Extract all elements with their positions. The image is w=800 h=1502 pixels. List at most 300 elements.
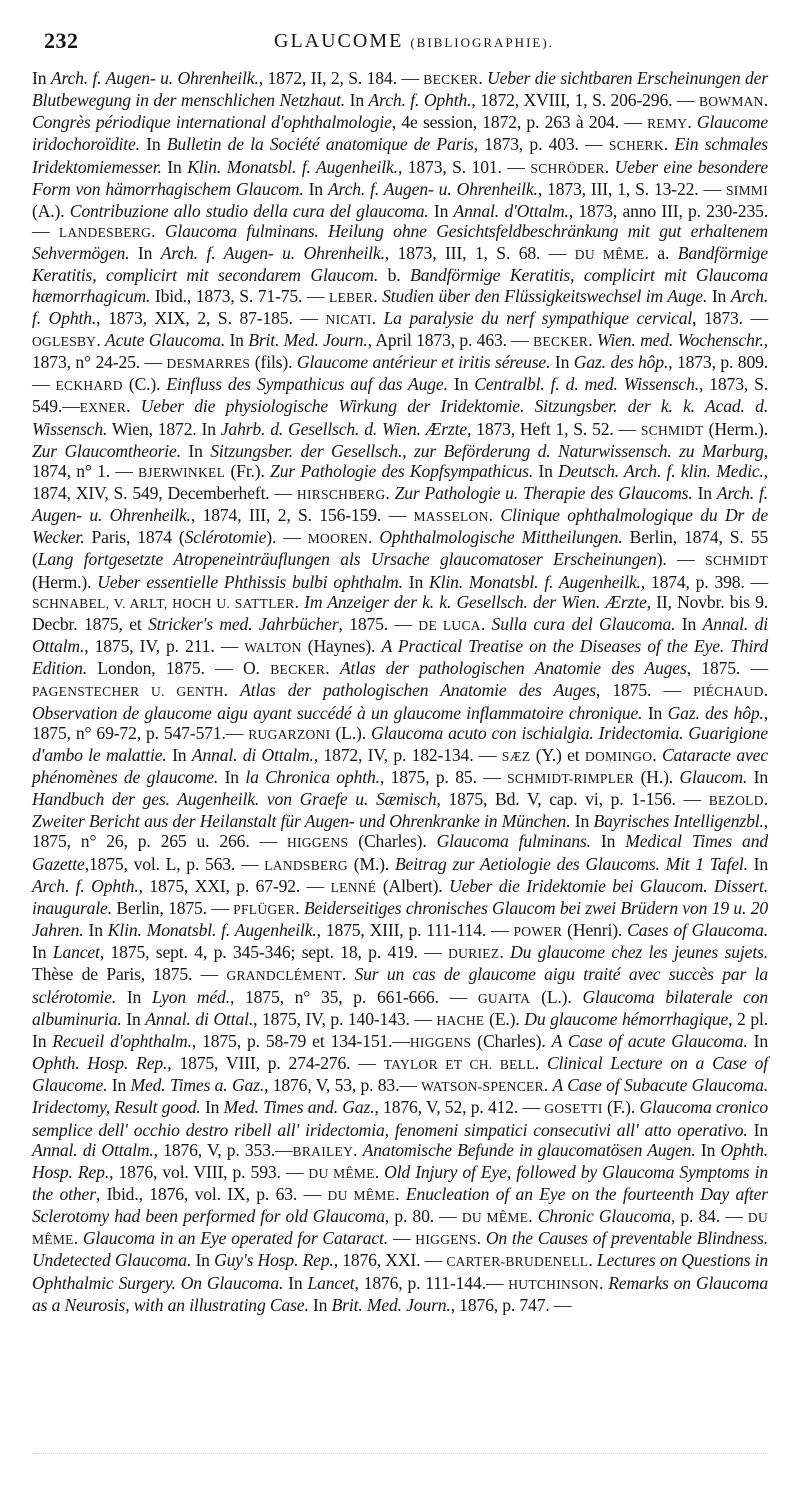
citation-text: . [480, 613, 492, 634]
author-name: LENNÉ [330, 879, 377, 895]
citation-text: . [604, 156, 615, 177]
citation-title: Bandförmige Keratitis, complicirt mit secondarem Glaucom. [32, 243, 768, 286]
citation-text: . [499, 942, 511, 963]
citation-title: Zweiter Bericht aus der Heilanstalt für Augen- und Ohrenkranke in München. [32, 811, 571, 832]
author-name: DOMINGO [584, 748, 653, 764]
citation-title: Du glaucome hémorrhagique [524, 1008, 729, 1029]
citation-text: , 1875, IV, p. 140-143. — [253, 1008, 437, 1029]
citation-text: In [83, 920, 108, 941]
citation-text: . [395, 1183, 406, 1204]
citation-text: In [570, 811, 594, 832]
citation-title: Ophthalmologische Mittheilungen. [379, 527, 623, 548]
citation-text: . [368, 527, 380, 548]
citation-text: , 1875, n° 35, p. 661-666. — [229, 986, 478, 1007]
citation-text: (Charles). [348, 831, 437, 852]
citation-text: (H.). [634, 767, 680, 787]
citation-title: Anatomische Befunde in glaucomatösen Augen. [362, 1139, 696, 1160]
citation-text: , 1875, n° 69-72, p. 547-571.— [32, 702, 769, 743]
citation-text: In [428, 200, 454, 221]
author-name: NICATI [325, 311, 372, 327]
citation-text: , 1875, IV, p. 211. — [84, 636, 245, 657]
author-name: SÆZ [501, 748, 531, 764]
citation-title: Ueber die Iridektomie bei Glaucom. Dissert. inaugurale. [32, 875, 768, 918]
author-name: LEBER [328, 289, 374, 305]
citation-text: . [588, 1250, 597, 1271]
running-header [44, 28, 756, 68]
citation-text: In [345, 90, 369, 111]
citation-title: Clinical Lecture on a Case of Glaucome. [32, 1053, 768, 1096]
author-name: HUTCHINSON [508, 1276, 599, 1292]
footer-bleedthrough-line [32, 1453, 768, 1456]
citation-text: In [107, 1075, 131, 1096]
citation-text: . [476, 1228, 486, 1249]
citation-text: , 1873, p. 403. — [473, 134, 609, 155]
citation-title: Klin. Monatsbl. f. Augenheilk. [187, 156, 398, 177]
author-name: DURIEZ [448, 946, 500, 962]
author-name: BECKER [270, 662, 326, 678]
citation-text: , 1875. — [595, 680, 694, 701]
citation-text: , 1876, V, 52, p. 412. — [374, 1097, 545, 1118]
citation-text: In [692, 482, 717, 503]
citation-text: In [550, 352, 574, 373]
author-name: DE LUCA [418, 617, 481, 633]
running-title-main: GLAUCOME [274, 30, 404, 52]
citation-text: (C.). [122, 374, 167, 395]
author-name: POWER [513, 924, 563, 940]
citation-text: (Haynes). [301, 636, 382, 657]
citation-title: Annal. d'Ottalm. [453, 200, 569, 221]
author-name: DU MÊME [32, 1210, 768, 1248]
citation-title: Beiderseitiges chronisches Glaucom bei zwei Brüdern von 19 u. 20 Jahren. [32, 897, 768, 941]
citation-text: In [129, 243, 161, 264]
citation-text: , 1876, vol. VIII, p. 593. — [109, 1161, 309, 1182]
citation-title: Ophth. Hosp. Rep. [32, 1139, 769, 1182]
citation-text: , 1875, Bd. V, cap. vi, p. 1-156. — [436, 789, 709, 810]
citation-title: Arch. f. Ophth. [32, 285, 769, 328]
citation-text: In [283, 1272, 308, 1293]
citation-text: (Albert). [376, 875, 450, 896]
citation-text: . [126, 396, 141, 417]
citation-text: , April 1873, p. 463. — [367, 329, 534, 350]
citation-text: , 1874, XIV, S. 549, Decemberheft. — [32, 460, 768, 503]
author-name: PFLÜGER [233, 901, 296, 917]
citation-text: , 1873. — [692, 307, 769, 328]
author-name: DU MÊME [574, 247, 645, 263]
citation-title: Beitrag zur Aetiologie des Glaucoms. Mit 1 Tafel. [394, 853, 748, 874]
author-name: WATSON-SPENCER [421, 1079, 544, 1095]
citation-text: In [32, 68, 51, 88]
citation-text: , 1873, anno III, p. 230-235. — [32, 200, 768, 242]
citation-title: Sitzungsber. der Gesellsch., zur Beförderung d. Naturwissensch. zu Marburg [210, 440, 764, 461]
citation-text: , p. 80. — [384, 1206, 462, 1227]
author-name: HIGGENS [409, 1034, 472, 1050]
citation-text: . [385, 482, 395, 503]
citation-text: . [663, 134, 675, 155]
author-name: BRAILEY [292, 1143, 354, 1159]
citation-text: In [695, 1139, 721, 1160]
author-name: DU MÊME [327, 1187, 396, 1203]
citation-title: Arch. f. Augen- u. Ohrenheilk. [327, 178, 538, 199]
author-name: BECKER [533, 333, 589, 349]
citation-title: Observation de glaucome aigu ayant succédé à un glaucome inflammatoire chronique. [32, 702, 643, 723]
citation-title: On the Causes of preventable Blindness. Undetected Glaucoma. [32, 1228, 768, 1271]
citation-text: ). — [266, 527, 308, 548]
citation-title: Cases of Glaucoma. [627, 920, 768, 941]
citation-title: Stricker's med. Jahrbücher [148, 613, 339, 634]
citation-text: . [96, 329, 106, 350]
citation-title: Glaucoma fulminans. Heilung ohne Gesichtsfeldbeschränkung mit gut erhaltenem Sehvermögen. [32, 221, 768, 264]
citation-text: . [652, 744, 662, 765]
citation-text: ). — [656, 549, 706, 570]
citation-title: A Case of Subacute Glaucoma. Iridectomy, Result good. [32, 1075, 768, 1118]
citation-title: Handbuch der ges. Augenheilk. von Graefe u. Sæmisch [32, 789, 437, 810]
citation-title: Lyon méd. [151, 986, 230, 1007]
citation-text: . [528, 1206, 538, 1227]
citation-text: , 1873, S. 101. — [397, 156, 531, 177]
citation-title: Ein schmales Iridektomiemesser. [32, 134, 769, 177]
citation-text: . [295, 897, 304, 918]
citation-title: Bayrisches Intelligenzbl. [593, 811, 764, 832]
citation-title: Glaucoma bilaterale con albuminuria. [32, 986, 768, 1029]
citation-title: Arch. f. Augen- u. Ohrenheilk. [50, 68, 259, 88]
author-name: EXNER [79, 400, 127, 416]
citation-title: Arch. f. Augen- u. Ohrenheilk. [160, 243, 385, 264]
citation-text: . [223, 680, 241, 701]
citation-text: In [747, 767, 769, 787]
citation-title: Arch. f. Augen- u. Ohrenheilk. [32, 482, 768, 526]
citation-text: — [388, 1228, 416, 1249]
citation-text: . a. [644, 243, 678, 264]
citation-title: Annal. di Ottalm. [32, 1139, 154, 1160]
citation-title: Ueber die sichtbaren Erscheinungen der Blutbewegung in der menschlichen Netzhaut. [32, 68, 769, 111]
citation-title: Annal. di Ottalm. [32, 613, 768, 657]
citation-title: Ueber essentielle Phthissis bulbi ophthalm. [97, 571, 403, 592]
citation-title: Studien über den Flüssigkeitswechsel im Auge. [382, 285, 708, 306]
citation-text: , 1873, Heft 1, S. 52. — [467, 418, 641, 439]
citation-title: Remarks on Glaucoma as a Neurosis, with an illustrating Case. [32, 1272, 768, 1315]
citation-text: . [151, 221, 165, 242]
citation-text: . [543, 1075, 553, 1096]
citation-text: (F.). [602, 1097, 640, 1118]
citation-title: Congrès périodique international d'ophthalmologie [32, 112, 392, 133]
citation-text [524, 396, 534, 416]
citation-title: Klin. Monatsbl. f. Augenheilk. [429, 571, 641, 592]
citation-text: Berlin, 1874, S. 55 ( [32, 527, 768, 570]
citation-text: , 1875. — [686, 658, 768, 679]
citation-title: La paralysie du nerf sympathique cervical [383, 307, 693, 328]
citation-text: , 1872, XVIII, 1, S. 206-296. — [471, 90, 699, 111]
citation-text: , 1876, p. 747. — [450, 1294, 572, 1315]
author-name: RUGARZONI [248, 726, 331, 742]
citation-text: ,1875, vol. L, p. 563. — [84, 853, 265, 874]
citation-title: Wien. med. Wochenschr. [596, 329, 764, 350]
citation-title: A Case of acute Glaucoma. [551, 1030, 748, 1051]
citation-title: Ueber eine besondere Form von hämorrhagischem Glaucom. [32, 156, 768, 199]
citation-title: Arch. f. Ophth. [368, 90, 472, 111]
citation-title: Annal. di Ottalm. [191, 744, 314, 765]
citation-text: , 1873, n° 24-25. — [32, 329, 768, 373]
citation-title: Chronic Glaucoma [537, 1206, 671, 1227]
citation-title: Annal. di Ottal. [145, 1008, 254, 1029]
page-number: 232 [44, 28, 79, 53]
citation-title: Klin. Monatsbl. f. Augenheilk. [107, 920, 317, 941]
citation-text: In [747, 853, 768, 874]
citation-text: , 1876, p. 111-144.— [354, 1272, 509, 1293]
citation-text: . [534, 1053, 547, 1074]
citation-text: (E.). [484, 1008, 525, 1029]
author-name: SCHMIDT [705, 553, 768, 569]
citation-text: . [478, 68, 488, 88]
citation-title: Glaucoma in an Eye operated for Cataract. [82, 1228, 389, 1249]
citation-title: Lang fortgesetzte Atropeneinträuflungen als Ursache glaucomatoser Erscheinungen [37, 549, 657, 570]
citation-title: Ueber die physiologische Wirkung der Iridektomie. [140, 396, 525, 417]
citation-text: Paris, 1874 ( [84, 527, 185, 548]
citation-text: . [73, 1228, 83, 1249]
citation-text: , p. 84. — [670, 1206, 748, 1227]
citation-text: (L.). [330, 722, 372, 743]
citation-title: Guy's Hosp. Rep. [214, 1250, 334, 1271]
citation-text: . [588, 329, 597, 350]
citation-text: (Fr.). [225, 460, 271, 481]
citation-text: In [121, 1008, 146, 1029]
citation-text: In [166, 744, 192, 765]
citation-text: . [294, 591, 305, 612]
citation-text: In [402, 571, 430, 592]
citation-text: , 1872, IV, p. 182-134. — [313, 744, 502, 765]
citation-text: . [341, 964, 355, 985]
citation-title: Old Injury of Eye, followed by Glaucoma Symptoms in the other [32, 1161, 769, 1204]
citation-text: , 1874, p. 398. — [640, 571, 769, 592]
citation-text: , 1875, p. 85. — [379, 767, 508, 787]
author-name: HIRSCHBERG [296, 486, 386, 502]
author-name: SCHERK [608, 138, 664, 154]
citation-title: Brit. Med. Journ. [248, 329, 368, 350]
citation-text: London, 1875. — O. [87, 658, 271, 679]
citation-text: Berlin, 1875. — [111, 897, 234, 918]
citation-text: , 4e session, 1872, p. 263 à 204. — [391, 112, 648, 133]
citation-text: , 1874, III, 2, S. 156-159. — [190, 505, 414, 526]
citation-title: Recueil d'ophthalm. [52, 1030, 192, 1051]
citation-text: (Charles). [471, 1030, 552, 1051]
citation-text: . [763, 90, 768, 111]
citation-text: In [225, 329, 249, 350]
citation-text: In [308, 1294, 332, 1315]
author-name: REMY [647, 116, 688, 132]
citation-title: Sitzungsber. der k. k. Acad. d. Wissensch. [32, 396, 768, 439]
citation-text: In [675, 613, 703, 634]
citation-title: Gaz. des hôp. [573, 352, 669, 373]
citation-title: Med. Times and. Gaz. [223, 1097, 375, 1118]
citation-title: Contribuzione allo studio della cura del glaucoma. [69, 200, 429, 221]
citation-title: Arch. f. Ophth. [32, 875, 139, 896]
citation-text: , 1876, V, p. 353.— [153, 1139, 293, 1160]
citation-text: , 1875, XIII, p. 111-114. — [316, 920, 514, 941]
citation-text: , II, Novbr. bis 9. Decbr. 1875, et [32, 591, 768, 634]
author-name: BOWMAN [698, 94, 764, 110]
citation-text: Ibid., 1873, S. 71-75. — [150, 285, 329, 306]
citation-text: In [161, 156, 188, 177]
author-name: HIGGENS [286, 835, 349, 851]
citation-title: Sulla cura del Glaucoma. [491, 613, 676, 634]
citation-text: In [180, 440, 211, 461]
citation-text: In [590, 831, 626, 852]
author-name: SCHMIDT [640, 422, 704, 438]
citation-text: In [747, 1119, 768, 1140]
citation-text: b. [378, 265, 411, 286]
citation-text: In [447, 374, 475, 395]
citation-title: Glaucom. [679, 767, 748, 787]
citation-text: In [200, 1097, 224, 1118]
citation-title: Lectures on Questions in Ophthalmic Surgery. On Glaucoma. [32, 1250, 769, 1293]
citation-title: Sur un cas de glaucome aigu traité avec succès par la sclérotomie. [32, 964, 768, 1007]
citation-text: , 1872, II, 2, S. 184. — [258, 68, 424, 88]
citation-title: Atlas der pathologischen Anatomie des Auges [240, 680, 596, 701]
citation-text: , 1873, III, 1, S. 13-22. — [537, 178, 726, 199]
citation-text: , 1874, n° 1. — [32, 440, 769, 481]
citation-text: Thèse de Paris, 1875. — [32, 964, 227, 985]
author-name: SCHNABEL, V. ARLT, HOCH U. SATTLER [32, 595, 295, 611]
citation-text: , 1875, p. 58-79 et 134-151.— [191, 1030, 410, 1051]
citation-text: (A.). [32, 200, 70, 221]
author-name: PAGENSTECHER U. GENTH [32, 684, 224, 700]
citation-text: In [32, 942, 53, 963]
citation-text: (Herm.). [32, 571, 98, 592]
citation-text: , 1875, n° 26, p. 265 u. 266. — [32, 811, 768, 852]
bibliography-body [32, 68, 768, 1315]
citation-title: Ophth. Hosp. Rep. [32, 1053, 168, 1074]
citation-text: , 1875, VIII, p. 274-276. — [167, 1053, 384, 1074]
citation-title: Zur Pathologie u. Therapie des Glaucoms. [394, 482, 693, 503]
citation-title: Zur Pathologie des Kopfsympathicus. [270, 460, 534, 481]
citation-title: Brit. Med. Journ. [331, 1294, 451, 1315]
citation-text: , 1873, III, 1, S. 68. — [384, 243, 575, 264]
citation-text: . [763, 789, 768, 810]
citation-title: Zur Glaucomtheorie. [32, 440, 181, 461]
citation-title: Jahrb. d. Gesellsch. d. Wien. Ærzte [220, 418, 468, 439]
author-name: OGLESBY [32, 333, 97, 349]
citation-text: In [707, 285, 731, 306]
citation-title: Med. Times a. Gaz. [130, 1075, 265, 1096]
citation-text: In [139, 134, 167, 155]
citation-text: , 1875, XXI, p. 67-92. — [138, 875, 331, 896]
citation-text: . [488, 505, 501, 526]
citation-title: A Practical Treatise on the Diseases of the Eye. Third Edition. [32, 636, 768, 679]
author-name: GUAITA [477, 990, 531, 1006]
citation-text: (fils). [250, 352, 297, 373]
author-name: SCHMIDT-RIMPLER [507, 771, 635, 786]
author-name: DU MÊME [308, 1165, 375, 1181]
author-name: BECKER [423, 72, 479, 87]
citation-text: , Ibid., 1876, vol. IX, p. 63. — [95, 1183, 328, 1204]
citation-text: Wien, 1872. In [107, 418, 221, 439]
citation-title: Glaucoma acuto con ischialgia. Iridectomia. Guarigione d'ambo le malattie. [32, 722, 768, 765]
author-name: MASSELON [413, 509, 489, 525]
author-name: BEZOLD [708, 793, 764, 809]
author-name: GOSETTI [544, 1101, 603, 1117]
citation-text: , 1875, sept. 4, p. 345-346; sept. 18, p. 419. — [99, 942, 449, 963]
citation-text: , 1876, XXI. — [333, 1250, 447, 1271]
citation-title: Deutsch. Arch. f. klin. Medic. [558, 460, 764, 481]
author-name: WALTON [244, 640, 302, 656]
citation-text: (M.). [347, 853, 395, 874]
citation-text: . [325, 658, 340, 679]
citation-title: Bandförmige Keratitis, complicirt mit Glaucoma hæmorrhagicum. [32, 265, 768, 306]
citation-text: In [747, 1030, 768, 1051]
citation-text: , 1873, S. 549.— [32, 374, 768, 417]
author-name: SIMMI [725, 182, 768, 198]
citation-text: . [763, 680, 769, 701]
citation-text: In [218, 767, 246, 787]
citation-text: , 1875. — [338, 613, 419, 634]
citation-title: Du glaucome chez les jeunes sujets. [510, 942, 768, 963]
author-name: LANDSBERG [264, 857, 348, 873]
citation-text: . [373, 285, 383, 306]
author-name: PIÉCHAUD [693, 684, 764, 700]
citation-title: la Chronica ophth. [245, 767, 380, 787]
citation-text: (Herm.). [703, 418, 768, 439]
citation-text: . [374, 1161, 385, 1182]
citation-text: , 2 pl. In [32, 1008, 768, 1051]
citation-title: Lancet [52, 942, 100, 963]
citation-text: . [687, 112, 697, 133]
citation-text: . [371, 307, 384, 328]
citation-text: (Henri). [562, 920, 628, 941]
running-title-sub: (BIBLIOGRAPHIE). [410, 35, 554, 50]
citation-title: Glaucoma fulminans. [436, 831, 591, 852]
author-name: TAYLOR ET CH. BELL [383, 1057, 535, 1073]
citation-title: Glaucome antérieur et iritis séreuse. [296, 352, 551, 373]
author-name: GRANDCLÉMENT [226, 968, 342, 984]
citation-title: Cataracte avec phénomènes de glaucome. [32, 744, 768, 787]
citation-title: Glaucoma cronico semplice dell' occhio destro ribell all' iridectomia, fenomeni simpatici consecutivi all' atto operativo. [32, 1097, 768, 1140]
citation-title: Lancet [307, 1272, 355, 1293]
citation-text: In [191, 1250, 215, 1271]
citation-text: . [598, 1272, 609, 1293]
citation-title: Centralbl. f. d. med. Wissensch. [474, 374, 699, 395]
citation-title: Bulletin de la Société anatomique de Paris [166, 134, 474, 155]
citation-text: , 1873, XIX, 2, S. 87-185. — [96, 307, 326, 328]
citation-title: Enucleation of an Eye on the fourteenth Day after Sclerotomy had been performed for old Glaucoma [32, 1183, 768, 1227]
author-name: CARTER-BRUDENELL [446, 1254, 589, 1270]
citation-text: (Y.) et [530, 744, 585, 765]
author-name: SCHRÖDER [530, 160, 605, 176]
citation-title: Sclérotomie [184, 527, 267, 548]
citation-text: (L.). [530, 986, 583, 1007]
citation-title: Acute Glaucoma. [105, 329, 226, 350]
citation-title: Im Anzeiger der k. k. Gesellsch. der Wien. Ærzte [304, 591, 647, 612]
citation-text: In [303, 178, 328, 199]
citation-title: Gaz. des hôp. [667, 702, 764, 723]
citation-title: Medical Times and Gazette [32, 831, 768, 874]
citation-text: In [533, 460, 559, 481]
citation-title: Glaucome iridochoroïdite. [32, 112, 768, 155]
bibliography-paragraph [32, 68, 768, 1315]
citation-text: In [116, 986, 152, 1007]
author-name: HACHE [436, 1012, 485, 1028]
author-name: BJERWINKEL [138, 464, 226, 480]
author-name: DESMARRES [166, 356, 251, 372]
citation-text: , 1876, V, 53, p. 83.— [264, 1075, 422, 1096]
citation-text: In [642, 702, 668, 723]
author-name: LANDESBERG [58, 225, 152, 241]
author-name: ECKHARD [55, 378, 123, 394]
citation-text: , 1873, p. 809. — [32, 352, 768, 395]
running-title [274, 30, 554, 53]
citation-title: Atlas der pathologischen Anatomie des Auges [339, 658, 687, 679]
citation-title: Clinique ophthalmologique du Dr de Wecker. [32, 505, 768, 548]
citation-title: Einfluss des Sympathicus auf das Auge. [166, 374, 448, 395]
citation-text: . [353, 1139, 363, 1160]
